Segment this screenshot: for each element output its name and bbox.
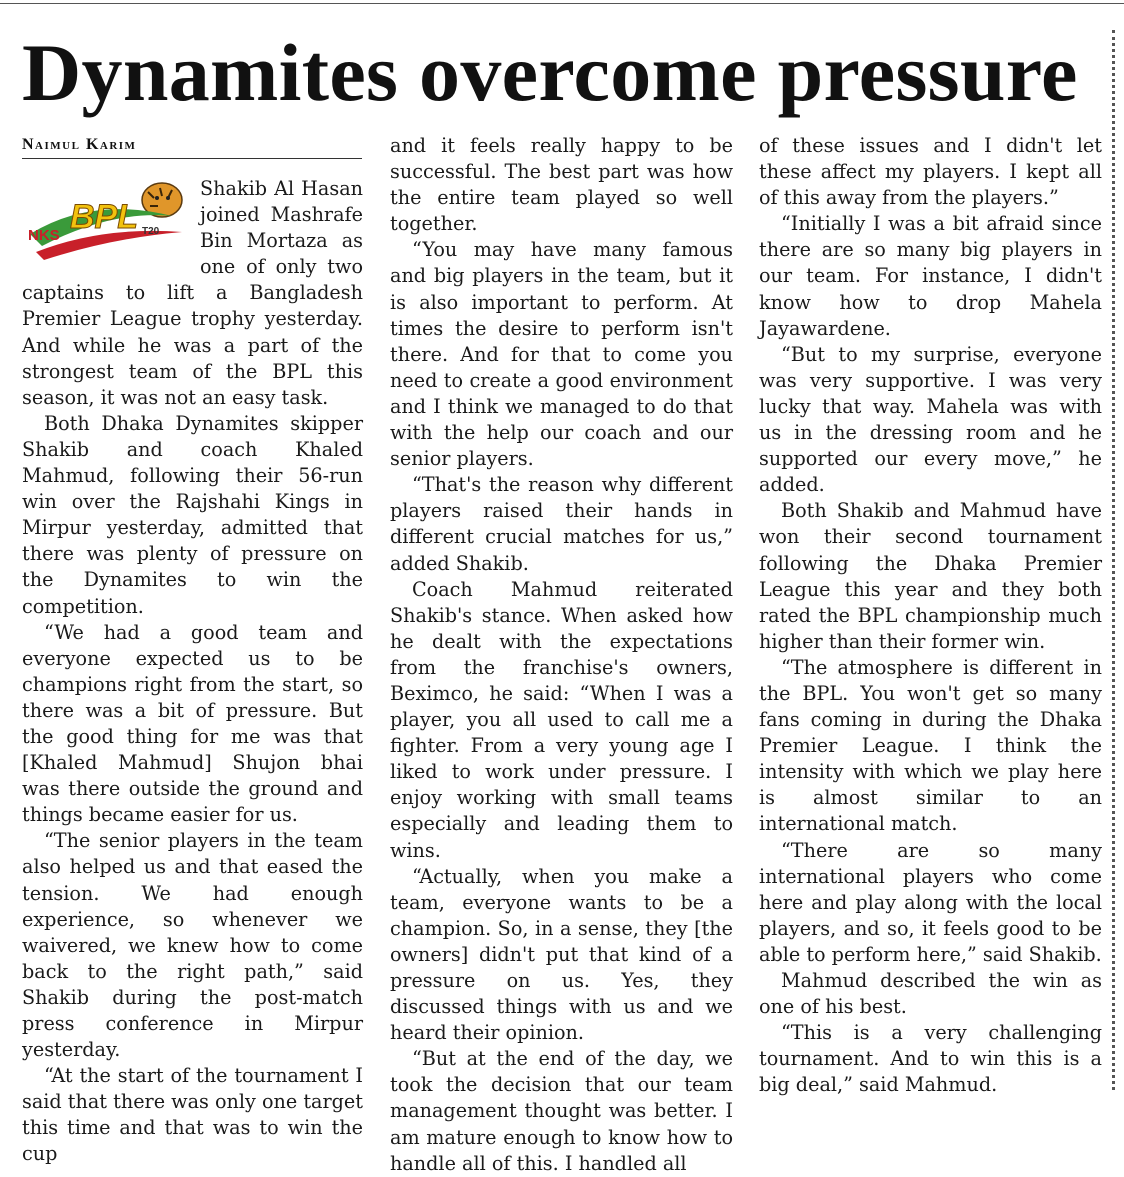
paragraph: “The atmosphere is different in the BPL. You won't get so many fans coming in during the Dhaka Premier League. I think the intensity with which we play here is almost similar to an international match.	[759, 655, 1102, 836]
t20-logo-text: T20	[142, 226, 160, 237]
paragraph: “We had a good team and everyone expected us to be champions right from the start, so there was a bit of pressure. But the good thing for me was that [Khaled Mahmud] Shujon bhai was there outside the ground and things became easier for us.	[22, 620, 363, 827]
paragraph: “There are so many international players who come here and play along with the local players, and so, it feels good to be able to perform here,” said Shakib.	[759, 838, 1102, 966]
bpl-logo-image	[22, 176, 188, 266]
headline: Dynamites overcome pressure	[22, 27, 1078, 118]
bpl-logo-text: BPL	[70, 198, 138, 236]
article-column-3	[759, 133, 1102, 1097]
paragraph: Coach Mahmud reiterated Shakib's stance. When asked how he dealt with the expectations from the franchise's owners, Beximco, he said: “When I was a player, you all used to call me a fighter. From a very young age I liked to work under pressure. I enjoy working with small teams especially and leading them to wins.	[390, 577, 733, 862]
paragraph-continued: and it feels really happy to be successful. The best part was how the entire team played so well together.	[390, 134, 733, 236]
article-column-1	[22, 176, 363, 1166]
article-column-2	[390, 133, 733, 1175]
paragraph: Mahmud described the win as one of his best.	[759, 969, 1102, 1019]
paragraph: “But at the end of the day, we took the decision that our team management thought was better. I am mature enough to know how to handle all of this. I handled all	[390, 1047, 733, 1175]
paragraph: Both Shakib and Mahmud have won their second tournament following the Dhaka Premier League this year and they both rated the BPL championship much higher than their former win.	[759, 499, 1102, 653]
paragraph: “The senior players in the team also helped us and that eased the tension. We had enough experience, so whenever we waivered, we knew how to come back to the right path,” said Shakib during the post-match press conference in Mirpur yesterday.	[22, 829, 363, 1062]
byline: Naimul Karim	[22, 136, 362, 159]
paragraph: “Initially I was a bit afraid since there are so many big players in our team. For instance, I didn't know how to drop Mahela Jayawardene.	[759, 212, 1102, 340]
paragraph: “You may have many famous and big players in the team, but it is also important to perform. At times the desire to perform isn't there. And for that to come you need to create a good environment and I think we managed to do that with the help our coach and our senior players.	[390, 238, 733, 471]
paragraph-continued: of these issues and I didn't let these affect my players. I kept all of this away from the players.”	[759, 134, 1102, 210]
top-rule	[0, 3, 1124, 4]
column-dotted-rule	[1112, 30, 1115, 1090]
paragraph: “But to my surprise, everyone was very supportive. I was very lucky that way. Mahela was with us in the dressing room and he supported our every move,” he added.	[759, 342, 1102, 497]
paragraph: Both Dhaka Dynamites skipper Shakib and coach Khaled Mahmud, following their 56-run win over the Rajshahi Kings in Mirpur yesterday, admitted that there was plenty of pressure on the Dynamites to win the competition.	[22, 411, 363, 618]
paragraph: “Actually, when you make a team, everyone wants to be a champion. So, in a sense, they [the owners] didn't put that kind of a pressure on us. Yes, they discussed things with us and we heard their opinion.	[390, 864, 733, 1045]
sponsor-logo-text: NKS	[28, 227, 60, 244]
paragraph: “At the start of the tournament I said that there was only one target this time and that was to win the cup	[22, 1064, 363, 1166]
paragraph: “That's the reason why different players raised their hands in different crucial matches for us,” added Shakib.	[390, 473, 733, 575]
paragraph: Shakib Al Hasan joined Mashrafe Bin Mortaza as one of only two captains to lift a Bangladesh Premier League trophy yesterday. And while he was a part of the strongest team of the BPL this season, it was not an easy task.	[22, 177, 363, 409]
paragraph: “This is a very challenging tournament. And to win this is a big deal,” said Mahmud.	[759, 1021, 1102, 1097]
